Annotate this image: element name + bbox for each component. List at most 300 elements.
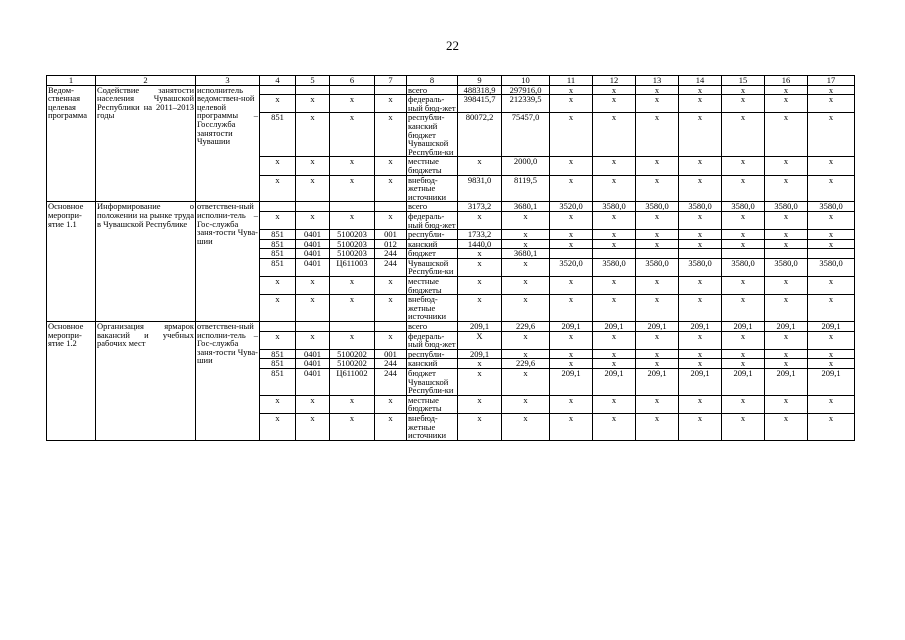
value-cell: 8119,5	[502, 175, 550, 202]
column-number-7: 7	[375, 76, 407, 86]
column-number-17: 17	[808, 76, 855, 86]
value-cell: 209,1	[458, 322, 502, 332]
column-number-9: 9	[458, 76, 502, 86]
value-cell: 244	[375, 249, 407, 259]
value-cell: x	[375, 277, 407, 295]
value-cell: x	[722, 331, 765, 349]
value-cell: x	[550, 331, 593, 349]
value-cell: x	[330, 395, 375, 413]
table-row	[47, 85, 855, 95]
value-cell: x	[296, 331, 330, 349]
value-cell: x	[679, 413, 722, 440]
value-cell: x	[458, 369, 502, 396]
value-cell: 0401	[296, 369, 330, 396]
value-cell: 209,1	[679, 369, 722, 396]
value-cell: 851	[260, 369, 296, 396]
value-cell: x	[679, 211, 722, 229]
status-cell: Основное меропри-ятие 1.1	[47, 202, 96, 322]
value-cell	[330, 202, 375, 212]
value-cell: x	[550, 230, 593, 240]
value-cell: 398415,7	[458, 95, 502, 113]
value-cell: 3580,0	[808, 258, 855, 276]
value-cell: 851	[260, 113, 296, 157]
value-cell: x	[636, 211, 679, 229]
funding-source-cell: республи-канский бюджет Чувашской Республи-ки	[407, 113, 458, 157]
value-cell: x	[765, 239, 808, 249]
value-cell	[765, 249, 808, 259]
value-cell: x	[808, 239, 855, 249]
value-cell: 209,1	[679, 322, 722, 332]
value-cell	[296, 322, 330, 332]
value-cell: x	[679, 95, 722, 113]
value-cell: 3580,0	[636, 202, 679, 212]
value-cell: x	[296, 211, 330, 229]
value-cell: x	[550, 295, 593, 322]
table-body	[47, 76, 855, 441]
value-cell: x	[765, 230, 808, 240]
value-cell: x	[375, 295, 407, 322]
value-cell	[296, 85, 330, 95]
value-cell	[679, 249, 722, 259]
value-cell: x	[636, 113, 679, 157]
value-cell: x	[550, 211, 593, 229]
value-cell: 3680,1	[502, 249, 550, 259]
value-cell: 0401	[296, 230, 330, 240]
value-cell: x	[550, 359, 593, 369]
value-cell: x	[593, 113, 636, 157]
value-cell: x	[550, 175, 593, 202]
value-cell: 3580,0	[808, 202, 855, 212]
funding-source-cell: республи-	[407, 230, 458, 240]
value-cell: x	[375, 113, 407, 157]
value-cell: x	[550, 349, 593, 359]
value-cell: X	[458, 331, 502, 349]
value-cell: x	[458, 157, 502, 175]
value-cell: Ц611002	[330, 369, 375, 396]
value-cell: 209,1	[636, 322, 679, 332]
measure-name-cell: Содействие занятости населения Чувашской Республики на 2011–2013 годы	[96, 85, 196, 202]
value-cell: 1733,2	[458, 230, 502, 240]
funding-source-cell: канский	[407, 239, 458, 249]
value-cell: x	[636, 331, 679, 349]
funding-source-cell: бюджет	[407, 249, 458, 259]
column-number-row	[47, 76, 855, 86]
value-cell: x	[765, 85, 808, 95]
value-cell: x	[636, 395, 679, 413]
value-cell: x	[808, 331, 855, 349]
value-cell: x	[458, 413, 502, 440]
value-cell: 3580,0	[593, 202, 636, 212]
value-cell: x	[593, 230, 636, 240]
value-cell: x	[636, 413, 679, 440]
value-cell: 244	[375, 369, 407, 396]
value-cell	[330, 85, 375, 95]
value-cell: x	[260, 95, 296, 113]
value-cell: 297916,0	[502, 85, 550, 95]
value-cell: 3580,0	[679, 258, 722, 276]
column-number-4: 4	[260, 76, 296, 86]
value-cell: x	[593, 295, 636, 322]
value-cell: 209,1	[765, 369, 808, 396]
value-cell: x	[502, 277, 550, 295]
value-cell: x	[593, 413, 636, 440]
measure-name-cell: Информирование о положении на рынке труда в Чувашской Республике	[96, 202, 196, 322]
value-cell	[722, 249, 765, 259]
value-cell: 851	[260, 230, 296, 240]
value-cell: x	[722, 157, 765, 175]
value-cell: x	[636, 157, 679, 175]
value-cell: 3580,0	[765, 202, 808, 212]
executor-cell: ответствен-ный исполни-тель – Гос-служба заня-тости Чува-шии	[196, 322, 260, 441]
value-cell: x	[679, 85, 722, 95]
value-cell	[636, 249, 679, 259]
page-number: 22	[446, 38, 459, 53]
value-cell: x	[679, 113, 722, 157]
value-cell: x	[636, 95, 679, 113]
value-cell: x	[260, 295, 296, 322]
column-number-11: 11	[550, 76, 593, 86]
value-cell: x	[808, 230, 855, 240]
value-cell: x	[765, 359, 808, 369]
value-cell: x	[502, 349, 550, 359]
value-cell: x	[593, 239, 636, 249]
value-cell: 5100202	[330, 349, 375, 359]
value-cell: x	[636, 230, 679, 240]
value-cell: 9831,0	[458, 175, 502, 202]
value-cell: 851	[260, 359, 296, 369]
value-cell: 851	[260, 258, 296, 276]
value-cell: x	[330, 113, 375, 157]
value-cell: x	[722, 211, 765, 229]
value-cell: x	[502, 211, 550, 229]
value-cell: x	[375, 157, 407, 175]
value-cell: 209,1	[808, 369, 855, 396]
funding-source-cell: бюджет Чувашской Республи-ки	[407, 369, 458, 396]
funding-source-cell: внебюд-жетные источники	[407, 413, 458, 440]
value-cell: x	[260, 277, 296, 295]
value-cell: 851	[260, 239, 296, 249]
value-cell: 209,1	[636, 369, 679, 396]
value-cell: x	[375, 175, 407, 202]
value-cell: x	[808, 95, 855, 113]
value-cell: 3580,0	[722, 258, 765, 276]
value-cell: x	[722, 175, 765, 202]
value-cell: x	[593, 85, 636, 95]
value-cell: x	[550, 395, 593, 413]
value-cell: x	[375, 395, 407, 413]
value-cell: x	[550, 239, 593, 249]
funding-source-cell: Чувашской Республи-ки	[407, 258, 458, 276]
value-cell: 0401	[296, 359, 330, 369]
value-cell: x	[296, 295, 330, 322]
value-cell: 209,1	[458, 349, 502, 359]
value-cell: 3173,2	[458, 202, 502, 212]
value-cell: x	[458, 258, 502, 276]
funding-source-cell: федераль-ный бюд-жет	[408, 94, 456, 113]
value-cell: x	[458, 249, 502, 259]
value-cell: 3580,0	[679, 202, 722, 212]
column-number-6: 6	[330, 76, 375, 86]
value-cell: x	[636, 359, 679, 369]
funding-source-cell: местные бюджеты	[407, 277, 458, 295]
funding-source-cell: федераль-ный бюд-жет	[408, 331, 456, 350]
value-cell: 0401	[296, 258, 330, 276]
column-number-2: 2	[96, 76, 196, 86]
value-cell: 209,1	[722, 322, 765, 332]
value-cell	[550, 249, 593, 259]
value-cell: x	[296, 395, 330, 413]
value-cell: 3580,0	[636, 258, 679, 276]
value-cell: x	[679, 157, 722, 175]
value-cell: x	[636, 349, 679, 359]
value-cell: x	[636, 277, 679, 295]
value-cell: 3580,0	[593, 258, 636, 276]
column-number-5: 5	[296, 76, 330, 86]
value-cell: 209,1	[593, 322, 636, 332]
value-cell: x	[765, 113, 808, 157]
value-cell: x	[722, 359, 765, 369]
value-cell: x	[593, 157, 636, 175]
value-cell: 244	[375, 258, 407, 276]
value-cell: x	[808, 277, 855, 295]
value-cell: x	[765, 395, 808, 413]
value-cell: 001	[375, 349, 407, 359]
measure-name-cell: Организация ярмарок вакансий и учебных рабочих мест	[96, 322, 196, 441]
column-number-1: 1	[47, 76, 96, 86]
value-cell: x	[458, 359, 502, 369]
value-cell: x	[550, 277, 593, 295]
value-cell	[330, 322, 375, 332]
value-cell: x	[593, 211, 636, 229]
value-cell: x	[808, 359, 855, 369]
value-cell: x	[765, 95, 808, 113]
table-row	[47, 202, 855, 212]
value-cell: 3520,0	[550, 258, 593, 276]
value-cell: x	[722, 85, 765, 95]
column-number-14: 14	[679, 76, 722, 86]
value-cell: x	[375, 331, 407, 349]
value-cell: x	[679, 175, 722, 202]
value-cell: x	[296, 95, 330, 113]
value-cell: x	[502, 230, 550, 240]
value-cell: 5100202	[330, 359, 375, 369]
value-cell: x	[330, 277, 375, 295]
value-cell: x	[808, 85, 855, 95]
value-cell: 229,6	[502, 322, 550, 332]
value-cell: x	[593, 175, 636, 202]
value-cell: x	[808, 395, 855, 413]
value-cell: x	[765, 413, 808, 440]
funding-source-cell: внебюд-жетные источники	[407, 295, 458, 322]
value-cell: x	[375, 211, 407, 229]
funding-source-cell: всего	[407, 322, 458, 332]
value-cell	[375, 202, 407, 212]
value-cell: x	[502, 295, 550, 322]
funding-source-cell: канский	[407, 359, 458, 369]
value-cell: 209,1	[593, 369, 636, 396]
value-cell: 488318,9	[458, 85, 502, 95]
value-cell: x	[722, 349, 765, 359]
value-cell: x	[260, 211, 296, 229]
value-cell: 209,1	[550, 322, 593, 332]
value-cell: x	[550, 413, 593, 440]
value-cell: 2000,0	[502, 157, 550, 175]
value-cell: x	[808, 211, 855, 229]
funding-source-cell: местные бюджеты	[407, 157, 458, 175]
value-cell: 5100203	[330, 239, 375, 249]
value-cell: x	[330, 175, 375, 202]
value-cell: x	[502, 395, 550, 413]
value-cell: 75457,0	[502, 113, 550, 157]
value-cell: Ц611003	[330, 258, 375, 276]
value-cell: 851	[260, 249, 296, 259]
value-cell: 0401	[296, 249, 330, 259]
value-cell: x	[502, 239, 550, 249]
value-cell: x	[502, 369, 550, 396]
value-cell: 209,1	[550, 369, 593, 396]
funding-source-cell: федераль-ный бюд-жет	[408, 211, 456, 230]
value-cell: 851	[260, 349, 296, 359]
budget-table	[46, 75, 855, 441]
value-cell	[375, 322, 407, 332]
value-cell: x	[679, 295, 722, 322]
value-cell: x	[808, 157, 855, 175]
value-cell: x	[722, 395, 765, 413]
value-cell: x	[722, 295, 765, 322]
value-cell: 244	[375, 359, 407, 369]
value-cell: x	[330, 413, 375, 440]
value-cell	[375, 85, 407, 95]
column-number-3: 3	[196, 76, 260, 86]
value-cell: x	[808, 349, 855, 359]
value-cell: 001	[375, 230, 407, 240]
value-cell: x	[808, 295, 855, 322]
value-cell: x	[296, 413, 330, 440]
status-cell: Основное меропри-ятие 1.2	[47, 322, 96, 441]
value-cell: x	[550, 85, 593, 95]
value-cell: x	[330, 157, 375, 175]
value-cell	[593, 249, 636, 259]
value-cell: x	[375, 95, 407, 113]
value-cell: x	[722, 230, 765, 240]
value-cell: 3580,0	[765, 258, 808, 276]
value-cell: x	[722, 413, 765, 440]
value-cell: x	[765, 277, 808, 295]
value-cell: x	[330, 211, 375, 229]
value-cell: x	[808, 113, 855, 157]
value-cell: x	[260, 157, 296, 175]
column-number-15: 15	[722, 76, 765, 86]
value-cell	[260, 85, 296, 95]
value-cell: 5100203	[330, 230, 375, 240]
value-cell	[808, 249, 855, 259]
value-cell: 0401	[296, 349, 330, 359]
value-cell: 3680,1	[502, 202, 550, 212]
value-cell: x	[330, 331, 375, 349]
funding-source-cell: республи-	[407, 349, 458, 359]
value-cell: x	[593, 95, 636, 113]
value-cell: 212339,5	[502, 95, 550, 113]
value-cell: x	[722, 239, 765, 249]
funding-source-cell: всего	[407, 85, 458, 95]
value-cell: 3520,0	[550, 202, 593, 212]
value-cell: 80072,2	[458, 113, 502, 157]
value-cell: x	[260, 395, 296, 413]
value-cell: x	[296, 113, 330, 157]
column-number-12: 12	[593, 76, 636, 86]
value-cell: x	[765, 175, 808, 202]
value-cell: x	[502, 258, 550, 276]
value-cell: 5100203	[330, 249, 375, 259]
value-cell: x	[808, 175, 855, 202]
value-cell: x	[636, 175, 679, 202]
value-cell: 0401	[296, 239, 330, 249]
value-cell: x	[679, 230, 722, 240]
value-cell: x	[296, 157, 330, 175]
value-cell: x	[550, 95, 593, 113]
value-cell: 229,6	[502, 359, 550, 369]
value-cell: x	[765, 211, 808, 229]
value-cell: 3580,0	[722, 202, 765, 212]
value-cell: x	[296, 277, 330, 295]
column-number-8: 8	[407, 76, 458, 86]
value-cell: x	[260, 175, 296, 202]
value-cell: x	[550, 113, 593, 157]
value-cell	[296, 202, 330, 212]
value-cell: x	[679, 239, 722, 249]
value-cell: x	[260, 331, 296, 349]
value-cell: x	[679, 395, 722, 413]
value-cell: x	[679, 349, 722, 359]
value-cell: x	[550, 157, 593, 175]
value-cell: x	[458, 277, 502, 295]
value-cell: x	[765, 331, 808, 349]
executor-cell: ответствен-ный исполни-тель – Гос-служба заня-тости Чува-шии	[196, 202, 260, 322]
value-cell: 1440,0	[458, 239, 502, 249]
value-cell	[260, 322, 296, 332]
funding-source-cell: внебюд-жетные источники	[407, 175, 458, 202]
value-cell: x	[765, 349, 808, 359]
value-cell: x	[636, 295, 679, 322]
value-cell: x	[296, 175, 330, 202]
value-cell: 209,1	[808, 322, 855, 332]
value-cell: x	[458, 295, 502, 322]
value-cell: 012	[375, 239, 407, 249]
value-cell: x	[765, 295, 808, 322]
funding-source-cell: местные бюджеты	[407, 395, 458, 413]
value-cell	[260, 202, 296, 212]
value-cell: x	[636, 239, 679, 249]
column-number-10: 10	[502, 76, 550, 86]
value-cell: x	[679, 331, 722, 349]
value-cell: x	[593, 359, 636, 369]
value-cell: x	[458, 211, 502, 229]
executor-cell: исполнитель ведомствен-ной целевой программы – Госслужба занятости Чувашии	[196, 85, 260, 202]
value-cell: x	[765, 157, 808, 175]
value-cell: x	[808, 413, 855, 440]
value-cell: x	[636, 85, 679, 95]
funding-source-cell: всего	[407, 202, 458, 212]
value-cell: x	[593, 349, 636, 359]
value-cell: x	[593, 395, 636, 413]
value-cell: x	[502, 413, 550, 440]
table-row	[47, 322, 855, 332]
column-number-13: 13	[636, 76, 679, 86]
value-cell: x	[330, 295, 375, 322]
value-cell: x	[330, 95, 375, 113]
value-cell: x	[722, 113, 765, 157]
value-cell: 209,1	[722, 369, 765, 396]
